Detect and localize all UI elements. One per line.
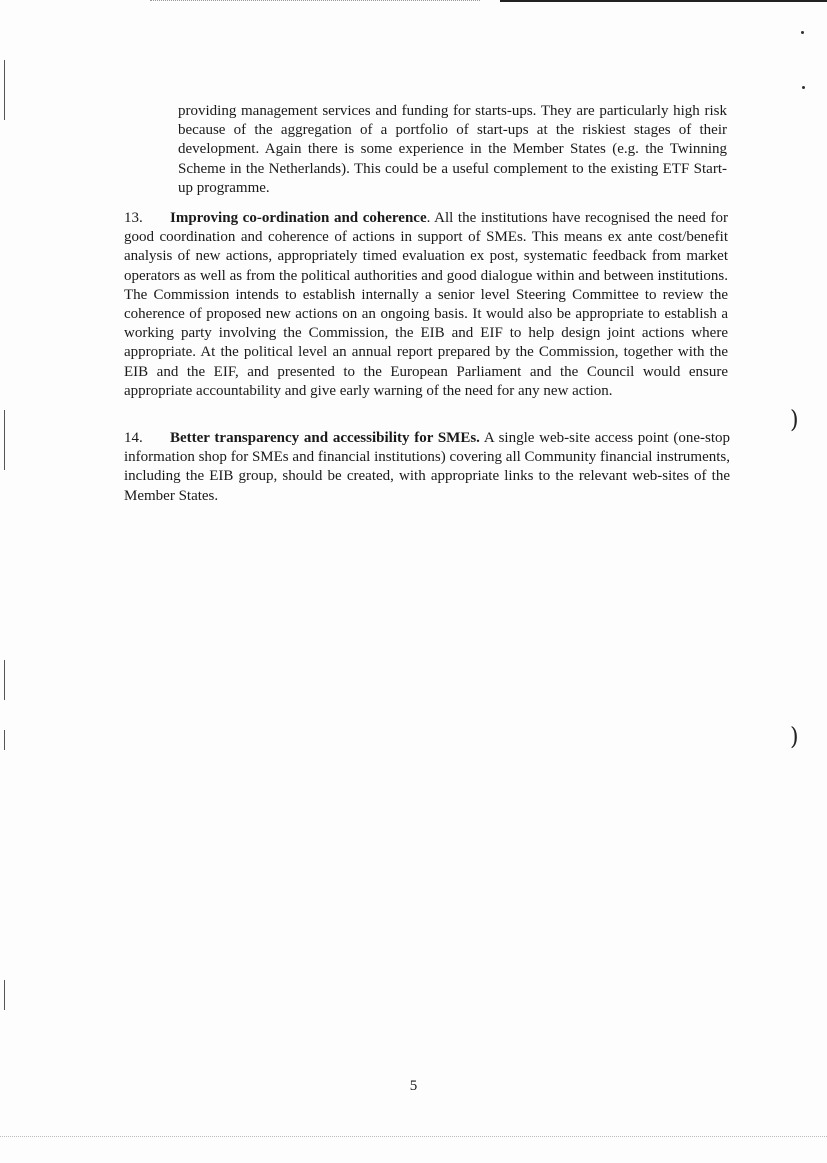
intro-paragraph-text: providing management services and funding for starts-ups. They are particularly high risk because of the aggregation of a portfolio of start-ups at the riskiest stages of their development. Again there is some experience in the Member States (e.g. the Twinning Scheme in the Netherlands). This could be a useful complement to the existing ETF Start-up programme.	[178, 103, 727, 196]
scan-artifact-left-edge	[4, 660, 5, 700]
scan-artifact-left-edge	[4, 980, 5, 1010]
scan-artifact-bottom-dots	[0, 1136, 827, 1138]
scan-artifact-left-edge	[4, 730, 5, 750]
scan-artifact-left-edge	[4, 410, 5, 470]
section-13-heading: Improving co-ordination and coherence	[170, 210, 427, 226]
section-14-heading: Better transparency and accessibility for SMEs.	[170, 430, 480, 446]
section-13-number: 13.	[124, 210, 143, 226]
section-14-paragraph	[124, 429, 730, 506]
section-13-paragraph	[124, 209, 728, 401]
scan-artifact-top-dots	[150, 0, 480, 2]
scan-speck	[801, 31, 804, 34]
page-number: 5	[409, 1078, 418, 1094]
scan-artifact-top-rule	[500, 0, 827, 2]
scan-punch-mark: )	[790, 723, 799, 752]
intro-paragraph	[178, 102, 727, 198]
scan-punch-mark: )	[790, 406, 799, 435]
section-13-body: . All the institutions have recognised the need for good coordination and coherence of actions in support of SMEs. This means ex ante cost/benefit analysis of new actions, appropriately timed evaluation ex post, systematic feedback from market operators as well as from the political authorities and good dialogue within and between institutions. The Commission intends to establish internally a senior level Steering Committee to review the coherence of proposed new actions on an ongoing basis. It would also be appropriate to establish a working party involving the Commission, the EIB and EIF to help design joint actions where appropriate. At the political level an annual report prepared by the Commission, together with the EIB and the EIF, and presented to the European Parliament and the Council would ensure appropriate accountability and give early warning of the need for any new action.	[124, 210, 728, 399]
section-14-number: 14.	[124, 430, 143, 446]
scan-artifact-left-edge	[4, 60, 5, 120]
section-14-body: A single web-site access point (one-stop information shop for SMEs and financial institutions) covering all Community financial instruments, including the EIB group, should be created, with appropriate links to the relevant web-sites of the Member States.	[124, 430, 730, 504]
scan-speck	[802, 86, 805, 89]
